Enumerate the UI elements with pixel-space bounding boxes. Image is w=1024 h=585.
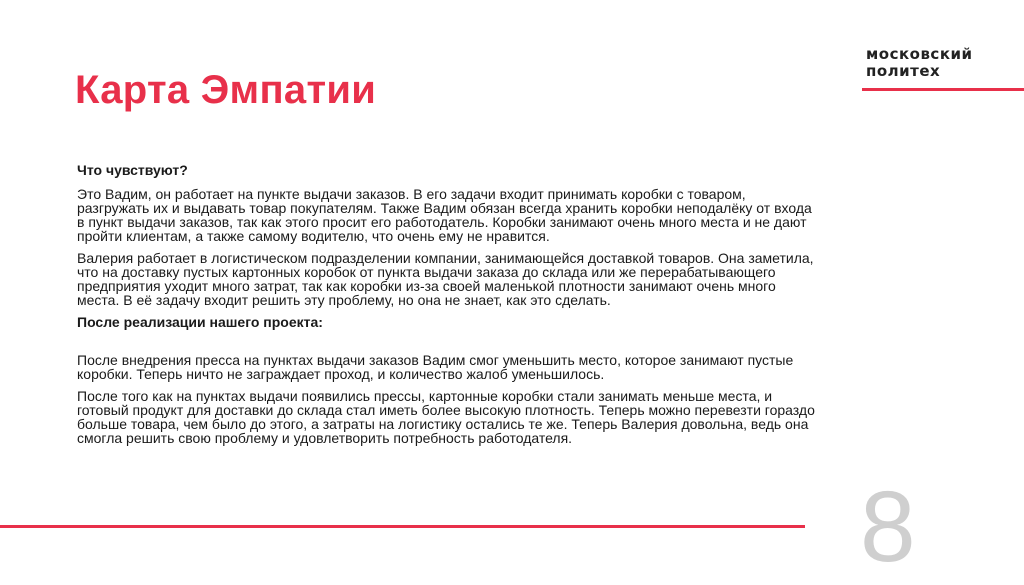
text-line: Валерия работает в логистическом подразделении компании, занимающейся доставкой товаров. Она заметила, — [77, 250, 814, 266]
text-line: Это Вадим, он работает на пункте выдачи заказов. В его задачи входит принимать коробки с товаром, — [77, 186, 746, 202]
paragraph-vadim — [77, 187, 957, 243]
paragraph-vadim-after — [77, 353, 957, 381]
section-heading-after: После реализации нашего проекта: — [77, 314, 323, 330]
slide-content — [77, 163, 957, 453]
logo-underline — [862, 88, 1024, 91]
logo-line-1: московский — [866, 45, 973, 63]
slide-title: Карта Эмпатии — [75, 68, 377, 112]
text-line: предприятия уходит много затрат, так как коробки из-за своей маленькой плотности занимают очень много — [77, 278, 776, 294]
text-line: готовый продукт для доставки до склада стал иметь более высокую плотность. Теперь можно перевезти гораздо — [77, 402, 815, 418]
section-heading-feelings: Что чувствуют? — [77, 162, 188, 178]
text-line: После того как на пунктах выдачи появились прессы, картонные коробки стали занимать меньше места, и — [77, 388, 773, 404]
footer-divider — [0, 525, 805, 528]
paragraph-valeria — [77, 251, 957, 307]
text-line: больше товара, чем было до этого, а затраты на логистику остались те же. Теперь Валерия довольна, ведь она — [77, 416, 809, 432]
text-line: в пункт выдачи заказов, так как этого просит его работодатель. Коробки занимают очень много места и не дают — [77, 214, 807, 230]
text-line: смогла решить свою проблему и удовлетворить потребность работодателя. — [77, 430, 573, 446]
text-line: что на доставку пустых картонных коробок от пункта выдачи заказа до склада или же перерабатывающего — [77, 264, 776, 280]
text-line: коробки. Теперь ничто не заграждает проход, и количество жалоб уменьшилось. — [77, 366, 605, 382]
page-number: 8 — [860, 471, 916, 583]
text-line: разгружать их и выдавать товар покупателям. Также Вадим обязан всегда хранить коробки неподалёку от входа — [77, 200, 812, 216]
text-line: После внедрения пресса на пунктах выдачи заказов Вадим смог уменьшить место, которое занимают пустые — [77, 352, 794, 368]
paragraph-valeria-after — [77, 389, 957, 445]
moscow-polytech-logo — [866, 46, 973, 80]
logo-line-2: политех — [866, 62, 941, 80]
text-line: пройти клиентам, а также самому водителю, что очень ему не нравится. — [77, 228, 550, 244]
text-line: места. В её задачу входит решить эту проблему, но она не знает, как это сделать. — [77, 292, 611, 308]
